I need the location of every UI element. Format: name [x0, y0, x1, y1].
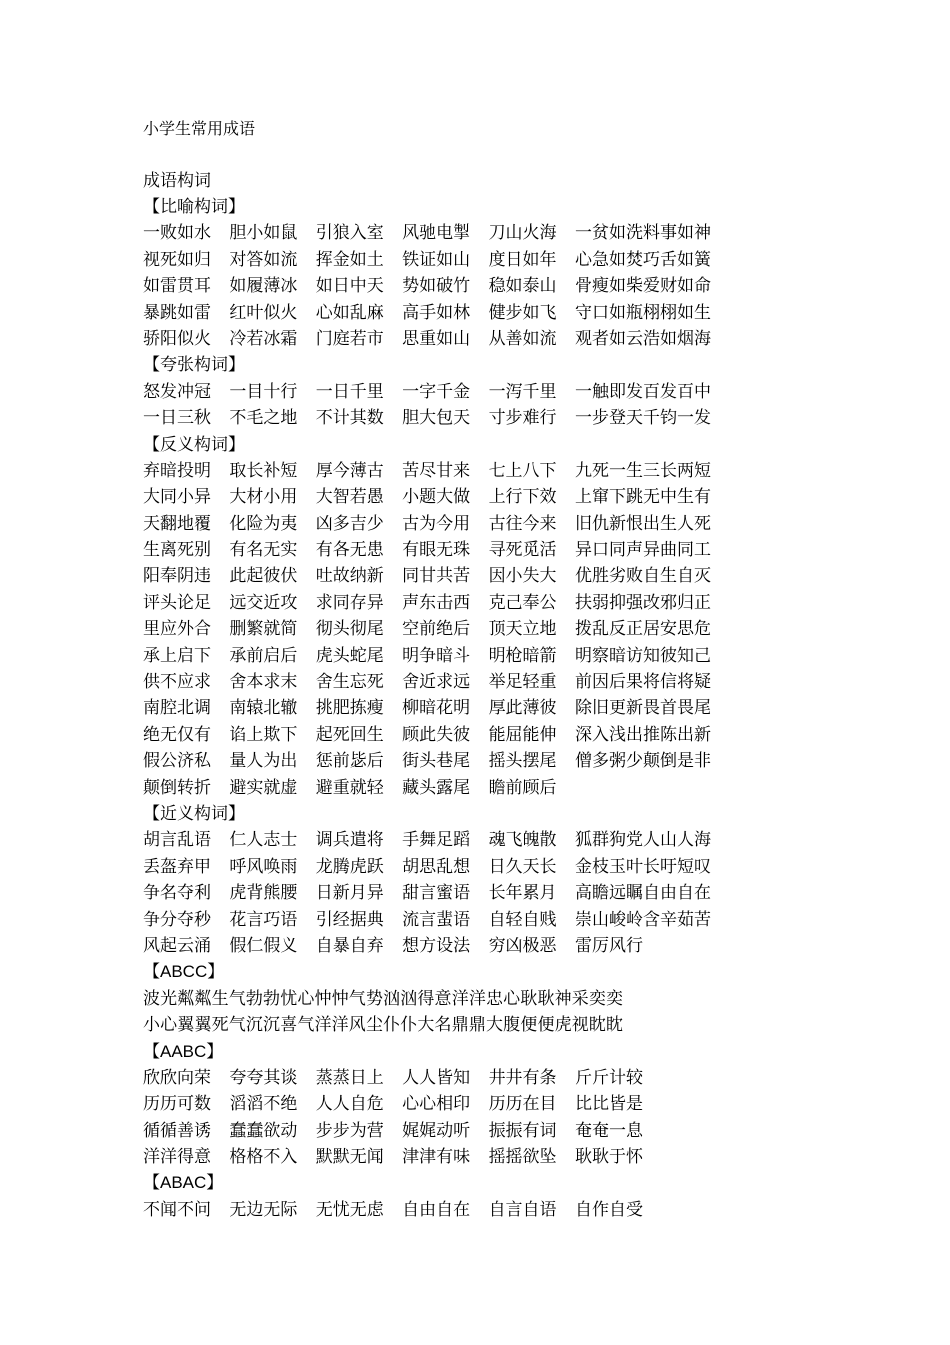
- idiom-cell: 承前启后: [229, 645, 298, 666]
- idiom-row: [143, 616, 743, 642]
- idiom-cell: 顶天立地: [488, 619, 557, 640]
- idiom-cell: 旧仇新恨出生人死: [574, 513, 711, 534]
- idiom-cell: 厚此薄彼: [488, 698, 557, 719]
- idiom-cell: 一泻千里: [488, 381, 557, 402]
- idiom-row: [143, 590, 743, 616]
- idiom-row: [143, 643, 743, 669]
- idiom-row: [143, 326, 743, 352]
- idiom-cell: 如履薄冰: [229, 276, 298, 297]
- idiom-cell: 斤斤计较: [574, 1067, 643, 1088]
- idiom-cell: 视死如归: [143, 249, 211, 270]
- idiom-cell: 优胜劣败自生自灭: [574, 566, 711, 587]
- idiom-cell: 僧多粥少颠倒是非: [574, 751, 711, 772]
- idiom-row: [143, 907, 743, 933]
- idiom-cell: 假公济私: [143, 751, 211, 772]
- idiom-cell: 上行下效: [488, 487, 557, 508]
- idiom-cell: 高手如林: [402, 302, 471, 323]
- idiom-cell: 里应外合: [143, 619, 211, 640]
- idiom-cell: 振振有词: [488, 1120, 557, 1141]
- idiom-cell: 蒸蒸日上: [315, 1067, 384, 1088]
- idiom-cell: 阳奉阴违: [143, 566, 211, 587]
- idiom-cell: 不毛之地: [229, 408, 298, 429]
- idiom-cell: 格格不入: [229, 1147, 298, 1168]
- idiom-cell: 舍本求末: [229, 672, 298, 693]
- idiom-cell: 历历在目: [488, 1094, 557, 1115]
- idiom-cell: 能屈能伸: [488, 724, 557, 745]
- idiom-cell: 想方设法: [402, 935, 471, 956]
- idiom-cell: 大材小用: [229, 487, 298, 508]
- idiom-cell: 摇头摆尾: [488, 751, 557, 772]
- idiom-row: [143, 1065, 743, 1091]
- idiom-cell: 天翻地覆: [143, 513, 211, 534]
- idiom-cell: 比比皆是: [574, 1094, 643, 1115]
- idiom-cell: 门庭若市: [315, 328, 384, 349]
- idiom-cell: 日久天长: [488, 856, 557, 877]
- idiom-cell: 一触即发百发百中: [574, 381, 711, 402]
- idiom-row: [143, 775, 743, 801]
- idiom-cell: 因小失大: [488, 566, 557, 587]
- idiom-cell: 挥金如土: [315, 249, 384, 270]
- idiom-cell: 一目十行: [229, 381, 298, 402]
- idiom-cell: 心心相印: [402, 1094, 471, 1115]
- idiom-cell: 一败如水: [143, 223, 211, 244]
- idiom-cell: 骄阳似火: [143, 328, 211, 349]
- idiom-cell: 量人为出: [229, 751, 298, 772]
- idiom-cell: 胆大包天: [402, 408, 471, 429]
- idiom-cell: 舍生忘死: [315, 672, 384, 693]
- idiom-row: [143, 273, 743, 299]
- idiom-cell: 刀山火海: [488, 223, 557, 244]
- idiom-cell: 避重就轻: [315, 777, 384, 798]
- idiom-cell: 空前绝后: [402, 619, 471, 640]
- idiom-row: [143, 1197, 743, 1223]
- idiom-cell: 历历可数: [143, 1094, 211, 1115]
- idiom-cell: 吐故纳新: [315, 566, 384, 587]
- idiom-cell: 彻头彻尾: [315, 619, 384, 640]
- idiom-row: [143, 1091, 743, 1117]
- idiom-cell: 大智若愚: [315, 487, 384, 508]
- idiom-cell: 南腔北调: [143, 698, 211, 719]
- idiom-cell: 胡思乱想: [402, 856, 471, 877]
- idiom-cell: 声东击西: [402, 592, 471, 613]
- idiom-cell: 挑肥拣瘦: [315, 698, 384, 719]
- idiom-cell: 南辕北辙: [229, 698, 298, 719]
- idiom-cell: 有各无患: [315, 540, 384, 561]
- idiom-cell: 扶弱抑强改邪归正: [574, 592, 711, 613]
- idiom-cell: 自由自在: [402, 1199, 471, 1220]
- idiom-cell: 争分夺秒: [143, 909, 211, 930]
- idiom-cell: 拨乱反正居安思危: [574, 619, 711, 640]
- idiom-cell: 骨瘦如柴爱财如命: [574, 276, 711, 297]
- idiom-cell: 一字千金: [402, 381, 471, 402]
- idiom-cell: 寻死觅活: [488, 540, 557, 561]
- idiom-section: [143, 1170, 743, 1223]
- idiom-cell: 如日中天: [315, 276, 384, 297]
- idiom-row: [143, 669, 743, 695]
- idiom-cell: 津津有味: [402, 1147, 471, 1168]
- idiom-cell: 蠢蠢欲动: [229, 1120, 298, 1141]
- section-heading: 【AABC】: [143, 1041, 224, 1061]
- idiom-cell: 人人自危: [315, 1094, 384, 1115]
- idiom-cell: 人人皆知: [402, 1067, 471, 1088]
- idiom-cell: 夸夸其谈: [229, 1067, 298, 1088]
- idiom-cell: 明争暗斗: [402, 645, 471, 666]
- idiom-row: [143, 484, 743, 510]
- idiom-cell: 供不应求: [143, 672, 211, 693]
- section-heading: 【比喻构词】: [143, 197, 245, 217]
- section-heading: 【ABAC】: [143, 1173, 224, 1193]
- idiom-cell: 自言自语: [488, 1199, 557, 1220]
- idiom-cell: 度日如年: [488, 249, 557, 270]
- idiom-row: [143, 220, 743, 246]
- idiom-cell: 娓娓动听: [402, 1120, 471, 1141]
- idiom-cell: 风驰电掣: [402, 223, 471, 244]
- idiom-cell: 高瞻远瞩自由自在: [574, 883, 711, 904]
- idiom-cell: 瞻前顾后: [488, 777, 557, 798]
- idiom-cell: 手舞足蹈: [402, 830, 471, 851]
- document-body: [143, 116, 743, 1223]
- idiom-row: [143, 854, 743, 880]
- idiom-cell: 暴跳如雷: [143, 302, 211, 323]
- idiom-row: [143, 722, 743, 748]
- document-title: 小学生常用成语: [143, 119, 256, 138]
- idiom-cell: 不闻不问: [143, 1199, 211, 1220]
- idiom-cell: 古往今来: [488, 513, 557, 534]
- idiom-row: [143, 537, 743, 563]
- idiom-cell: 从善如流: [488, 328, 557, 349]
- idiom-cell: 此起彼伏: [229, 566, 298, 587]
- idiom-cell: 同甘共苦: [402, 566, 471, 587]
- idiom-row: [143, 379, 743, 405]
- idiom-cell: 弃暗投明: [143, 460, 211, 481]
- idiom-cell: 藏头露尾: [402, 777, 471, 798]
- idiom-cell: 对答如流: [229, 249, 298, 270]
- idiom-cell: 摇摇欲坠: [488, 1147, 557, 1168]
- idiom-cell: 仁人志士: [229, 830, 298, 851]
- idiom-cell: 小题大做: [402, 487, 471, 508]
- idiom-cell: 七上八下: [488, 460, 557, 481]
- idiom-cell: 化险为夷: [229, 513, 298, 534]
- idiom-cell: 明察暗访知彼知己: [574, 645, 711, 666]
- idiom-cell: 删繁就简: [229, 619, 298, 640]
- idiom-cell: 虎头蛇尾: [315, 645, 384, 666]
- idiom-section: [143, 801, 743, 959]
- idiom-line: 波光粼粼生气勃勃忧心忡忡气势汹汹得意洋洋忠心耿耿神采奕奕: [143, 988, 624, 1009]
- idiom-cell: 雷厉风行: [574, 935, 643, 956]
- idiom-cell: 有名无实: [229, 540, 298, 561]
- idiom-cell: 自轻自贱: [488, 909, 557, 930]
- idiom-section: [143, 352, 743, 431]
- idiom-cell: 九死一生三长两短: [574, 460, 711, 481]
- idiom-row: [143, 827, 743, 853]
- idiom-cell: 狐群狗党人山人海: [574, 830, 711, 851]
- idiom-cell: 舍近求远: [402, 672, 471, 693]
- idiom-cell: 求同存异: [315, 592, 384, 613]
- idiom-cell: 思重如山: [402, 328, 471, 349]
- idiom-row: [143, 458, 743, 484]
- idiom-cell: 欣欣向荣: [143, 1067, 211, 1088]
- idiom-cell: 起死回生: [315, 724, 384, 745]
- idiom-section: [143, 432, 743, 801]
- idiom-cell: 金枝玉叶长吁短叹: [574, 856, 711, 877]
- idiom-cell: 远交近攻: [229, 592, 298, 613]
- idiom-cell: 胆小如鼠: [229, 223, 298, 244]
- idiom-row: [143, 1118, 743, 1144]
- idiom-cell: 深入浅出推陈出新: [574, 724, 711, 745]
- section-heading: 【夸张构词】: [143, 355, 245, 376]
- idiom-cell: 古为今用: [402, 513, 471, 534]
- idiom-cell: 观者如云浩如烟海: [574, 328, 711, 349]
- idiom-cell: 自作自受: [574, 1199, 643, 1220]
- idiom-cell: 井井有条: [488, 1067, 557, 1088]
- idiom-cell: 厚今薄古: [315, 460, 384, 481]
- idiom-cell: 颠倒转折: [143, 777, 211, 798]
- idiom-cell: 心急如焚巧舌如簧: [574, 249, 711, 270]
- idiom-cell: 承上启下: [143, 645, 211, 666]
- idiom-row: [143, 933, 743, 959]
- idiom-row: [143, 748, 743, 774]
- idiom-cell: 争名夺利: [143, 883, 211, 904]
- idiom-cell: 呼风唤雨: [229, 856, 298, 877]
- idiom-cell: 胡言乱语: [143, 830, 211, 851]
- idiom-cell: 街头巷尾: [402, 751, 471, 772]
- idiom-cell: 怒发冲冠: [143, 381, 211, 402]
- idiom-cell: 铁证如山: [402, 249, 471, 270]
- idiom-cell: 势如破竹: [402, 276, 471, 297]
- idiom-row: [143, 300, 743, 326]
- idiom-cell: 假仁假义: [229, 935, 298, 956]
- idiom-cell: 举足轻重: [488, 672, 557, 693]
- idiom-cell: 流言蜚语: [402, 909, 471, 930]
- idiom-cell: 异口同声异曲同工: [574, 540, 711, 561]
- idiom-cell: 长年累月: [488, 883, 557, 904]
- idiom-section: [143, 959, 743, 1038]
- idiom-cell: 魂飞魄散: [488, 830, 557, 851]
- document-subtitle: 成语构词: [143, 171, 211, 191]
- idiom-cell: 循循善诱: [143, 1120, 211, 1141]
- idiom-cell: 明枪暗箭: [488, 645, 557, 666]
- idiom-cell: 柳暗花明: [402, 698, 471, 719]
- idiom-cell: 绝无仅有: [143, 724, 211, 745]
- idiom-cell: 默默无闻: [315, 1147, 384, 1168]
- idiom-cell: 顾此失彼: [402, 724, 471, 745]
- idiom-cell: 取长补短: [229, 460, 298, 481]
- idiom-row: [143, 1144, 743, 1170]
- idiom-cell: 步步为营: [315, 1120, 384, 1141]
- idiom-cell: 无忧无虑: [315, 1199, 384, 1220]
- idiom-cell: 丢盔弃甲: [143, 856, 211, 877]
- idiom-cell: 日新月异: [315, 883, 384, 904]
- idiom-cell: 龙腾虎跃: [315, 856, 384, 877]
- idiom-cell: 避实就虚: [229, 777, 298, 798]
- idiom-section: [143, 1039, 743, 1171]
- idiom-row: [143, 405, 743, 431]
- idiom-cell: 耿耿于怀: [574, 1147, 643, 1168]
- blank-line: [143, 142, 743, 168]
- idiom-cell: 惩前毖后: [315, 751, 384, 772]
- idiom-cell: 心如乱麻: [315, 302, 384, 323]
- idiom-row: [143, 247, 743, 273]
- idiom-cell: 健步如飞: [488, 302, 557, 323]
- idiom-cell: 不计其数: [315, 408, 384, 429]
- idiom-cell: 洋洋得意: [143, 1147, 211, 1168]
- idiom-cell: 守口如瓶栩栩如生: [574, 302, 711, 323]
- section-heading: 【ABCC】: [143, 962, 225, 982]
- idiom-row: [143, 511, 743, 537]
- idiom-cell: 大同小异: [143, 487, 211, 508]
- idiom-cell: 穷凶极恶: [488, 935, 557, 956]
- idiom-line: 小心翼翼死气沉沉喜气洋洋风尘仆仆大名鼎鼎大腹便便虎视眈眈: [143, 1015, 624, 1036]
- idiom-cell: 苦尽甘来: [402, 460, 471, 481]
- section-heading: 【反义构词】: [143, 434, 245, 455]
- idiom-cell: 自暴自弃: [315, 935, 384, 956]
- idiom-cell: 甜言蜜语: [402, 883, 471, 904]
- idiom-cell: 一日千里: [315, 381, 384, 402]
- idiom-cell: 虎背熊腰: [229, 883, 298, 904]
- idiom-cell: 引狼入室: [315, 223, 384, 244]
- idiom-cell: 风起云涌: [143, 935, 211, 956]
- idiom-cell: 生离死别: [143, 540, 211, 561]
- idiom-cell: 上窜下跳无中生有: [574, 487, 711, 508]
- idiom-cell: 谄上欺下: [229, 724, 298, 745]
- idiom-cell: 一日三秋: [143, 408, 211, 429]
- idiom-cell: 无边无际: [229, 1199, 298, 1220]
- idiom-section: [143, 194, 743, 352]
- idiom-cell: 如雷贯耳: [143, 276, 211, 297]
- idiom-cell: 冷若冰霜: [229, 328, 298, 349]
- idiom-cell: 调兵遣将: [315, 830, 384, 851]
- idiom-cell: 凶多吉少: [315, 513, 384, 534]
- idiom-cell: 有眼无珠: [402, 540, 471, 561]
- idiom-cell: 崇山峻岭含辛茹苦: [574, 909, 711, 930]
- idiom-row: [143, 880, 743, 906]
- idiom-row: [143, 695, 743, 721]
- idiom-cell: 稳如泰山: [488, 276, 557, 297]
- idiom-cell: 一贫如洗料事如神: [574, 223, 711, 244]
- idiom-cell: 一步登天千钧一发: [574, 408, 711, 429]
- idiom-row: [143, 563, 743, 589]
- idiom-cell: 引经据典: [315, 909, 384, 930]
- idiom-cell: 花言巧语: [229, 909, 298, 930]
- section-heading: 【近义构词】: [143, 803, 245, 824]
- idiom-cell: 滔滔不绝: [229, 1094, 298, 1115]
- idiom-sections: [143, 194, 743, 1223]
- idiom-cell: 克己奉公: [488, 592, 557, 613]
- idiom-cell: 红叶似火: [229, 302, 298, 323]
- idiom-cell: 前因后果将信将疑: [574, 672, 711, 693]
- idiom-cell: 评头论足: [143, 592, 211, 613]
- idiom-cell: 寸步难行: [488, 408, 557, 429]
- idiom-cell: 奄奄一息: [574, 1120, 643, 1141]
- idiom-cell: 除旧更新畏首畏尾: [574, 698, 711, 719]
